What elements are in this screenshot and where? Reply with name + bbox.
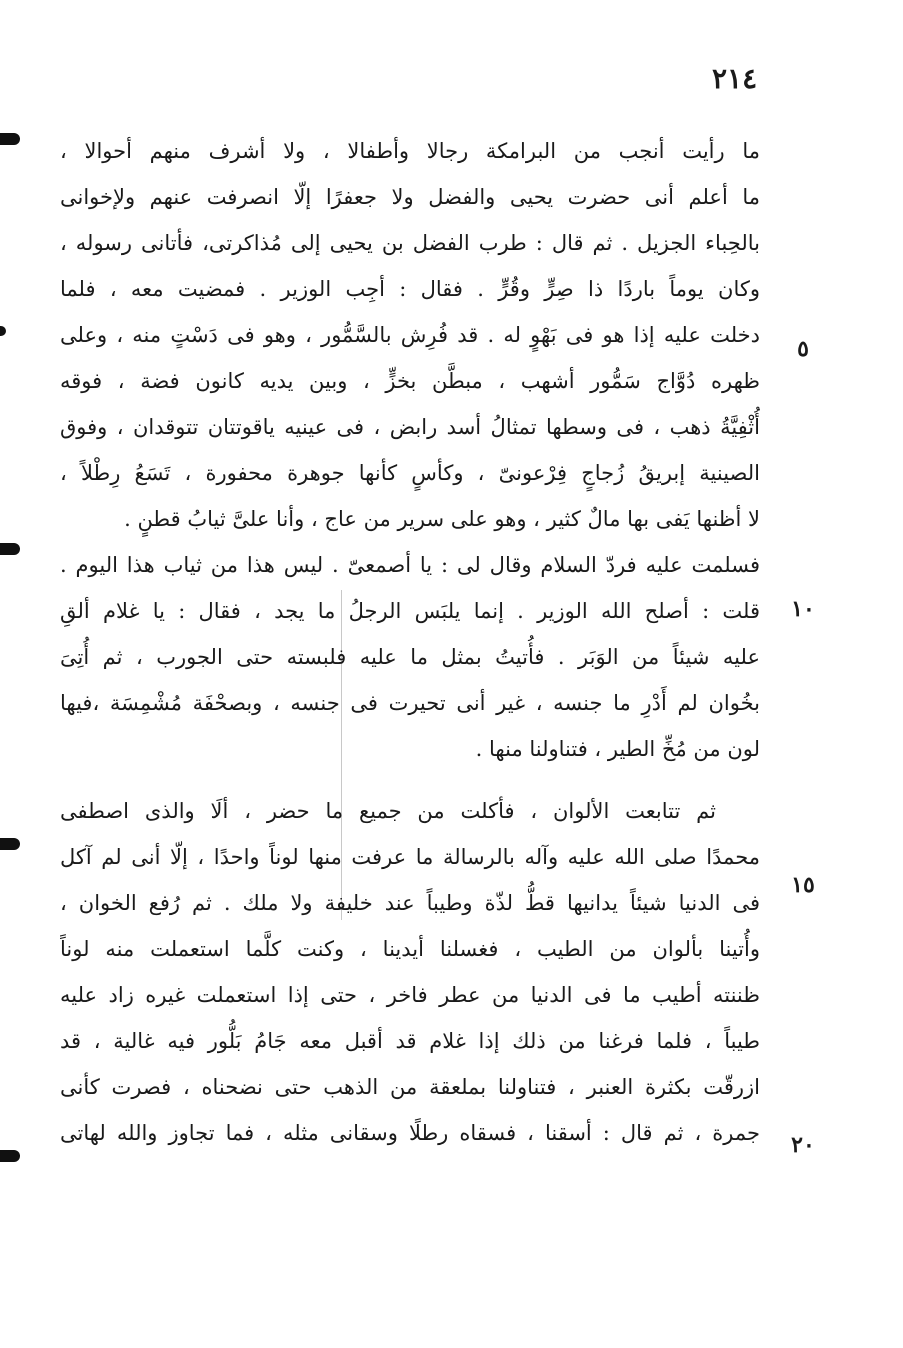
text-line: لون من مُخِّ الطير ، فتناولنا منها .: [475, 737, 760, 761]
text-line: ما رأيت أنجب من البرامكة رجالا وأطفالا ، ولا أشرف منهم أحوالا ،: [60, 139, 760, 163]
text-line: دخلت عليه إذا هو فى بَهْوٍ له . قد فُرِش بالسَّمُّور ، وهو فى دَسْتٍ منه ، وعلى: [60, 323, 760, 347]
text-line: ما أعلم أنى حضرت يحيى والفضل ولا جعفرًا إلّا انصرفت عنهم ولإخوانى: [60, 185, 760, 209]
text-line: بخُوان لم أَدْرِ ما جنسه ، غير أنى تحيرت فى جنسه ، وبصحْفَة مُشْمِسَة ،فيها: [60, 691, 760, 715]
text-line: الصينية إبريقُ زُجاجٍ فِرْعونىّ ، وكأسٍ كأنها جوهرة محفورة ، تَسَعُ رِطْلاً ،: [60, 461, 760, 485]
text-line: طيباً ، فلما فرغنا من ذلك إذا غلام قد أقبل معه جَامُ بَلُّور فيه غالية ، قد: [60, 1029, 760, 1053]
text-line: ظننته أطيب ما فى الدنيا من عطر فاخر ، حتى إذا استعملت غيره زاد عليه: [60, 983, 760, 1007]
text-line: محمدًا صلى الله عليه وآله بالرسالة ما عرفت منها لوناً واحدًا ، إلّا أنى لم آكل: [60, 845, 760, 869]
line-number-10: ١٠: [791, 596, 815, 622]
text-line: فسلمت عليه فردّ السلام وقال لى : يا أصمعىّ . ليس هذا من ثياب هذا اليوم .: [60, 553, 760, 577]
text-line: جمرة ، ثم قال : أسقنا ، فسقاه رطلًا وسقانى مثله ، فما تجاوز والله لهاتى: [60, 1121, 760, 1145]
binding-edge-mark: [0, 133, 20, 145]
text-line: أُثْفِيَّةُ ذهب ، فى وسطها تمثالُ أسد رابض ، فى عينيه ياقوتتان تتوقدان ، وفوق: [60, 415, 760, 439]
text-line: وكان يوماً باردًا ذا صِرٍّ وقُرٍّ . فقال : أجِب الوزير . فمضيت معه ، فلما: [60, 277, 760, 301]
binding-edge-mark: [0, 326, 6, 336]
text-line: ثم تتابعت الألوان ، فأكلت من جميع ما حضر ، ألَا والذى اصطفى: [60, 799, 716, 823]
text-line: عليه شيئاً من الوَبَر . فأُتيتُ بمثل ما عليه فلبسته حتى الجورب ، ثم أُتِىَ: [60, 645, 760, 669]
binding-edge-mark: [0, 543, 20, 555]
text-line: بالحِباء الجزيل . ثم قال : طرب الفضل بن يحيى إلى مُذاكرتى، فأتانى رسوله ،: [60, 231, 760, 255]
text-line: قلت : أصلح الله الوزير . إنما يلبَس الرجلُ ما يجد ، فقال : يا غلام ألقِ: [60, 599, 760, 623]
text-line: فى الدنيا شيئاً يدانيها قطُّ لذّة وطيباً عند خليفة ولا ملك . ثم رُفع الخوان ،: [60, 891, 760, 915]
body-text: [60, 128, 760, 1156]
text-line: ازرقّت بكثرة العنبر ، فتناولنا بملعقة من الذهب حتى نضحناه ، فصرت كأنى: [60, 1075, 760, 1099]
line-number-20: ٢٠: [791, 1132, 815, 1158]
binding-edge-mark: [0, 1150, 20, 1162]
page-number: ٢١٤: [712, 62, 758, 95]
paragraph: [60, 788, 760, 1156]
text-line: ظهره دُوَّاج سَمُّور أشهب ، مبطَّن بخزٍّ ، وبين يديه كانون فضة ، فوقه: [60, 369, 760, 393]
binding-edge-mark: [0, 838, 20, 850]
line-number-15: ١٥: [791, 872, 815, 898]
text-line: وأُتينا بألوان من الطيب ، فغسلنا أيدينا ، وكنت كلَّما استعملت منه لوناً: [60, 937, 760, 961]
paragraph: [60, 128, 760, 542]
paragraph: [60, 542, 760, 772]
line-number-5: ٥: [797, 336, 809, 362]
paragraph-gap: [60, 772, 760, 788]
text-line: لا أظنها يَفى بها مالٌ كثير ، وهو على سرير من عاج ، وأنا علىَّ ثيابُ قطنٍ .: [124, 507, 760, 531]
